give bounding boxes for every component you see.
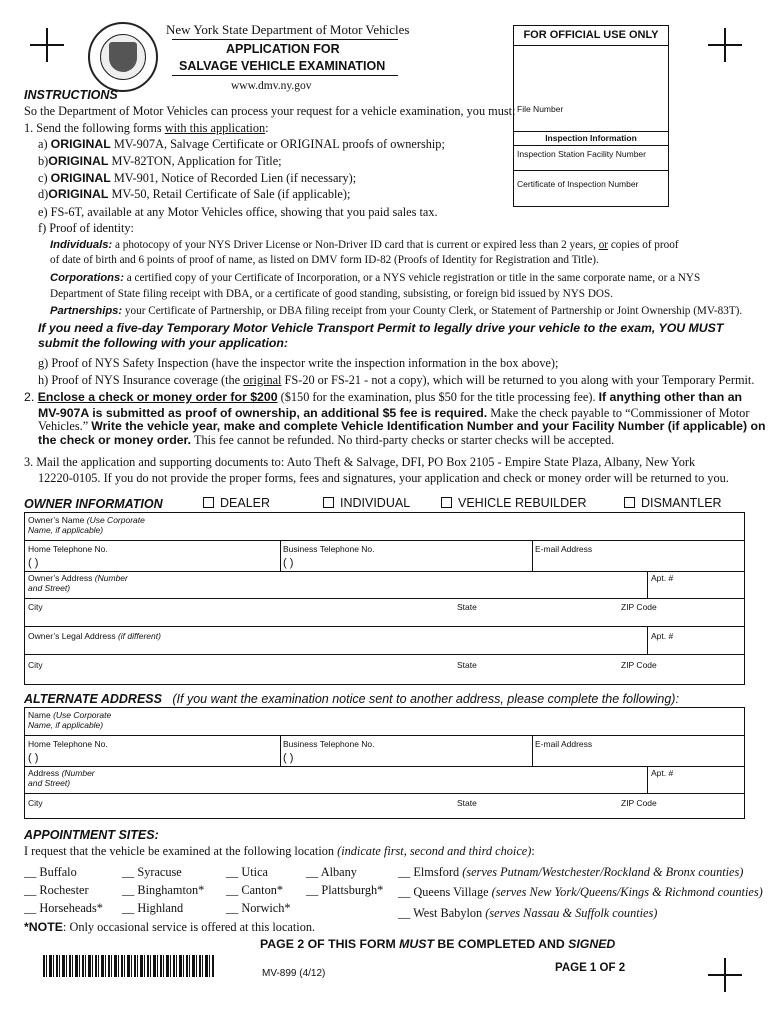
legal-city-field[interactable]: City [28, 660, 43, 670]
form-title-line1: APPLICATION FOR [226, 42, 340, 56]
home-phone-field[interactable]: Home Telephone No. [28, 544, 108, 554]
alt-state-field[interactable]: State [457, 798, 477, 808]
barcode [43, 955, 215, 977]
page2-notice: PAGE 2 OF THIS FORM MUST BE COMPLETED AND SIGNED [260, 937, 616, 951]
option-dismantler[interactable]: DISMANTLER [624, 496, 722, 510]
site-elmsford[interactable]: __ Elmsford (serves Putnam/Westchester/Rockland & Bronx counties) [398, 865, 744, 879]
alt-business-phone-area-code: ( ) [283, 752, 294, 764]
appointment-note: *NOTE: Only occasional service is offered at this location. [24, 920, 316, 934]
appointment-heading: APPOINTMENT SITES: [24, 828, 159, 842]
legal-zip-field[interactable]: ZIP Code [621, 660, 657, 670]
individuals-line2: of date of birth and 6 points of proof of name, as listed on DMV form ID-82 (Proofs of Identity for Registration and Title). [50, 254, 599, 266]
step-1: 1. Send the following forms with this application: [24, 121, 269, 135]
option-vehicle-rebuilder[interactable]: VEHICLE REBUILDER [441, 496, 587, 510]
alt-address-field[interactable]: Address (Number and Street) [28, 768, 95, 788]
vehicle-rebuilder-checkbox[interactable] [441, 497, 452, 508]
permit-line2: submit the following with your application: [38, 336, 289, 350]
corporations-line2: Department of State filing receipt with DBA, or a certificate of good standing, subsisting, or foreign bid issued by NYS DOS. [50, 288, 614, 300]
alt-name-field[interactable]: Name (Use Corporate Name, if applicable) [28, 710, 112, 730]
alt-home-phone-field[interactable]: Home Telephone No. [28, 739, 108, 749]
alt-city-field[interactable]: City [28, 798, 43, 808]
site-utica[interactable]: __ Utica [226, 865, 269, 879]
dealer-checkbox[interactable] [203, 497, 214, 508]
site-binghamton[interactable]: __ Binghamton* [122, 883, 205, 897]
owner-info-heading: OWNER INFORMATION [24, 497, 163, 511]
option-individual[interactable]: INDIVIDUAL [323, 496, 410, 510]
registration-mark-top-left [30, 28, 64, 62]
option-dealer[interactable]: DEALER [203, 496, 270, 510]
corporations-line1: Corporations: a certified copy of your Certificate of Incorporation, or a NYS vehicle registration or title in the same corporate name, or a NYS [50, 272, 701, 284]
alternate-address-heading: ALTERNATE ADDRESS (If you want the examination notice sent to another address, please complete the following): [24, 692, 679, 706]
website: www.dmv.ny.gov [231, 80, 312, 92]
alt-zip-field[interactable]: ZIP Code [621, 798, 657, 808]
appointment-request: I request that the vehicle be examined at the following location (indicate first, second and third choice): [24, 844, 535, 858]
form-title-line2: SALVAGE VEHICLE EXAMINATION [179, 59, 386, 73]
official-use-title: FOR OFFICIAL USE ONLY [523, 29, 659, 41]
file-number-label: File Number [517, 104, 564, 114]
site-queens-village[interactable]: __ Queens Village (serves New York/Queens/Kings & Richmond counties) [398, 885, 763, 899]
item-h: h) Proof of NYS Insurance coverage (the original FS-20 or FS-21 - not a copy), which will be returned to you along with your Temporary Permit. [38, 373, 755, 387]
site-highland[interactable]: __ Highland [122, 901, 184, 915]
apt-field[interactable]: Apt. # [651, 573, 674, 583]
item-b: b)ORIGINAL MV-82TON, Application for Title; [38, 154, 282, 168]
site-albany[interactable]: __ Albany [306, 865, 357, 879]
inspection-info-label: Inspection Information [545, 133, 637, 143]
form-id: MV-899 (4/12) [262, 968, 326, 979]
state-field[interactable]: State [457, 602, 477, 612]
legal-state-field[interactable]: State [457, 660, 477, 670]
home-phone-area-code: ( ) [28, 557, 39, 569]
station-facility-label: Inspection Station Facility Number [517, 149, 646, 159]
owner-info-form [24, 512, 745, 685]
owner-name-field[interactable]: Owner’s Name (Use Corporate Name, if applicable) [28, 515, 145, 535]
registration-mark-bottom-right [708, 958, 742, 992]
site-west-babylon[interactable]: __ West Babylon (serves Nassau & Suffolk counties) [398, 906, 658, 920]
instructions-intro: So the Department of Motor Vehicles can process your request for a vehicle examination, you must: [24, 104, 516, 118]
business-phone-area-code: ( ) [283, 557, 294, 569]
site-horseheads[interactable]: __ Horseheads* [24, 901, 103, 915]
certificate-label: Certificate of Inspection Number [517, 179, 639, 189]
email-field[interactable]: E-mail Address [535, 544, 593, 554]
step-2-line3: Vehicles.” Write the vehicle year, make and complete Vehicle Identification Number and your Facility Number (if applicable) on [38, 419, 766, 433]
alt-apt-field[interactable]: Apt. # [651, 768, 674, 778]
permit-line1: If you need a five-day Temporary Motor Vehicle Transport Permit to legally drive your vehicle to the exam, YOU MUST [38, 321, 724, 335]
site-rochester[interactable]: __ Rochester [24, 883, 89, 897]
dismantler-checkbox[interactable] [624, 497, 635, 508]
step-2-line1: 2. Enclose a check or money order for $200 ($150 for the examination, plus $50 for the title processing fee). If anything other than an [24, 390, 743, 404]
agency-name: New York State Department of Motor Vehicles [166, 22, 410, 37]
alternate-address-form [24, 707, 745, 819]
step-2-line2: MV-907A is submitted as proof of ownership, an additional $5 fee is required. Make the check payable to “Commissioner of Motor [38, 406, 750, 420]
site-canton[interactable]: __ Canton* [226, 883, 284, 897]
individual-checkbox[interactable] [323, 497, 334, 508]
step-3-line1: 3. Mail the application and supporting documents to: Auto Theft & Salvage, DFI, PO Box 2105 - Empire State Plaza, Albany, New York [24, 455, 696, 469]
partnerships-line: Partnerships: your Certificate of Partnership, or DBA filing receipt from your County Clerk, or Statement of Partnership or Joint Ownership (MV-83T). [50, 305, 743, 317]
registration-mark-top-right [708, 28, 742, 62]
alt-email-field[interactable]: E-mail Address [535, 739, 593, 749]
owner-address-field[interactable]: Owner’s Address (Number and Street) [28, 573, 128, 593]
site-norwich[interactable]: __ Norwich* [226, 901, 291, 915]
step-3-line2: 12220-0105. If you do not provide the proper forms, fees and signatures, your application and check or money order will be returned to you. [38, 471, 729, 485]
item-a: a) ORIGINAL MV-907A, Salvage Certificate or ORIGINAL proofs of ownership; [38, 137, 445, 151]
city-field[interactable]: City [28, 602, 43, 612]
site-buffalo[interactable]: __ Buffalo [24, 865, 77, 879]
item-d: d)ORIGINAL MV-50, Retail Certificate of Sale (if applicable); [38, 187, 351, 201]
business-phone-field[interactable]: Business Telephone No. [283, 544, 375, 554]
legal-address-field[interactable]: Owner’s Legal Address (if different) [28, 631, 161, 641]
alt-home-phone-area-code: ( ) [28, 752, 39, 764]
nys-seal-icon [88, 22, 158, 92]
zip-field[interactable]: ZIP Code [621, 602, 657, 612]
item-e: e) FS-6T, available at any Motor Vehicles office, showing that you paid sales tax. [38, 205, 438, 219]
alt-business-phone-field[interactable]: Business Telephone No. [283, 739, 375, 749]
page-number: PAGE 1 OF 2 [555, 962, 626, 974]
step-2-line4: the check or money order. This fee cannot be refunded. No third-party checks or starter checks will be accepted. [38, 433, 615, 447]
item-c: c) ORIGINAL MV-901, Notice of Recorded Lien (if necessary); [38, 171, 357, 185]
official-use-box [513, 25, 669, 207]
instructions-heading: INSTRUCTIONS [24, 88, 118, 102]
site-syracuse[interactable]: __ Syracuse [122, 865, 182, 879]
item-g: g) Proof of NYS Safety Inspection (have the inspector write the inspection information in the box above); [38, 356, 559, 370]
individuals-line1: Individuals: a photocopy of your NYS Driver License or Non-Driver ID card that is current or expired less than 2 years, or copies of proof [50, 239, 679, 251]
site-plattsburgh[interactable]: __ Plattsburgh* [306, 883, 384, 897]
legal-apt-field[interactable]: Apt. # [651, 631, 674, 641]
item-f: f) Proof of identity: [38, 221, 134, 235]
